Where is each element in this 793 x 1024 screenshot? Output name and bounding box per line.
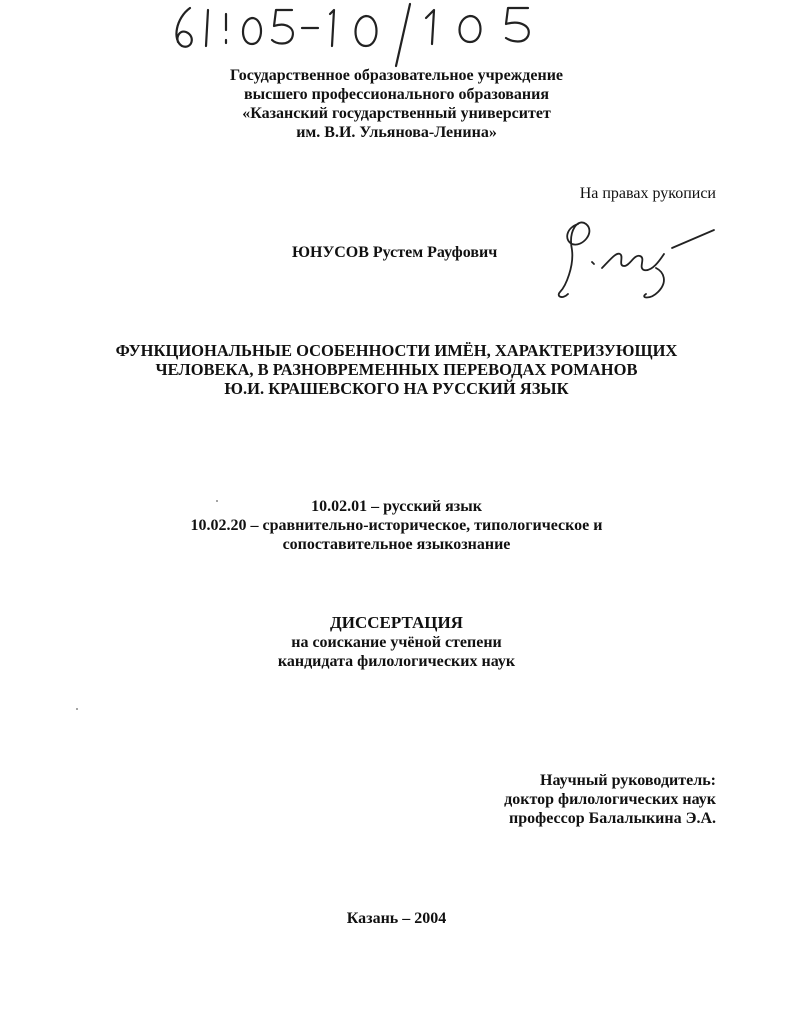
specialty-line: сопоставительное языкознание xyxy=(282,536,511,553)
supervisor-line: доктор филологических наук xyxy=(504,791,716,808)
dissertation-heading: ДИССЕРТАЦИЯ xyxy=(330,613,463,632)
handwritten-archive-number-drawing xyxy=(168,0,558,70)
institution-line: Государственное образовательное учреждение xyxy=(229,67,564,84)
scan-speck xyxy=(76,708,78,710)
specialty-line: 10.02.01 – русский язык xyxy=(311,498,482,515)
city-and-year: Казань – 2004 xyxy=(346,910,447,927)
manuscript-rights-note: На правах рукописи xyxy=(579,185,716,202)
author-signature xyxy=(548,210,728,310)
institution-line: «Казанский государственный университет xyxy=(242,105,551,122)
handwritten-archive-number xyxy=(168,0,558,70)
degree-description xyxy=(0,633,793,671)
supervisor-line: профессор Балалыкина Э.А. xyxy=(509,810,716,827)
degree-line: на соискание учёной степени xyxy=(291,634,502,651)
title-line: ЧЕЛОВЕКА, В РАЗНОВРЕМЕННЫХ ПЕРЕВОДАХ РОМАНОВ xyxy=(155,360,638,379)
title-line: Ю.И. КРАШЕВСКОГО НА РУССКИЙ ЯЗЫК xyxy=(224,379,569,398)
specialty-codes xyxy=(0,497,793,554)
supervisor-line: Научный руководитель: xyxy=(540,772,716,789)
title-line: ФУНКЦИОНАЛЬНЫЕ ОСОБЕННОСТИ ИМЁН, ХАРАКТЕРИЗУЮЩИХ xyxy=(115,341,678,360)
degree-line: кандидата филологических наук xyxy=(277,653,516,670)
institution-header xyxy=(0,66,793,142)
specialty-line: 10.02.20 – сравнительно-историческое, типологическое и xyxy=(190,517,603,534)
author-name: ЮНУСОВ Рустем Рауфович xyxy=(292,244,498,261)
dissertation-title xyxy=(0,341,793,398)
institution-line: высшего профессионального образования xyxy=(243,86,550,103)
scientific-supervisor xyxy=(504,771,716,828)
signature-drawing xyxy=(548,210,728,310)
scan-speck xyxy=(216,500,218,502)
institution-line: им. В.И. Ульянова-Ленина» xyxy=(296,124,497,141)
